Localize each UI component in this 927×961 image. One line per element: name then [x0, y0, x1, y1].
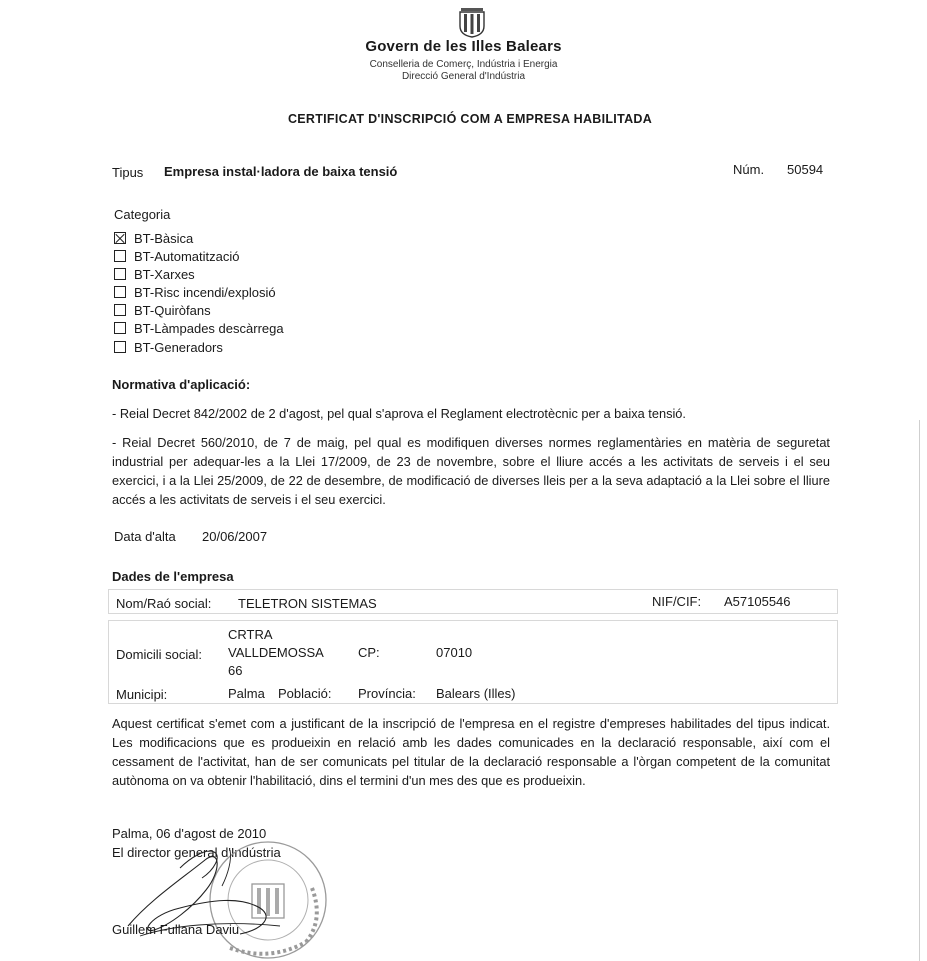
directorate-name: Direcció General d'Indústria: [401, 71, 526, 82]
categoria-item: [114, 230, 193, 246]
certificate-title: CERTIFICAT D'INSCRIPCIÓ COM A EMPRESA HABILITADA: [287, 112, 653, 126]
tipus-value: Empresa instal·ladora de baixa tensió: [164, 164, 398, 179]
categoria-item: [114, 339, 223, 355]
alta-label: Data d'alta: [114, 529, 176, 544]
categoria-item-label: BT-Bàsica: [134, 230, 194, 246]
checkbox-empty-icon: [114, 341, 126, 353]
government-name: Govern de les Illes Balears: [365, 38, 562, 55]
alta-value: 20/06/2007: [202, 529, 268, 544]
checkbox-empty-icon: [114, 304, 126, 316]
provincia-label: Província:: [358, 686, 416, 701]
checkbox-empty-icon: [114, 268, 126, 280]
categoria-item: [114, 266, 195, 282]
nom-value: TELETRON SISTEMAS: [238, 596, 377, 611]
normativa-item-2: - Reial Decret 560/2010, de 7 de maig, pel qual es modifiquen diverses normes reglamentàries en matèria de seguretat industrial per adequar-les a la Llei 17/2009, de 23 de novembre, sobre el lliure accés a les activitats de serveis i el seu exercici, i a la Llei 25/2009, de 22 de desembre, de modificació de diverses lleis per a la seva adaptació a la Llei sobre el lliure accés a les activitats de serveis i el seu exercici.: [112, 435, 830, 507]
domicili-line-2: VALLDEMOSSA: [228, 645, 324, 660]
nom-label: Nom/Raó social:: [116, 596, 212, 611]
domicili-line-3: 66: [228, 663, 243, 678]
official-stamp-and-signature: [110, 830, 350, 961]
place-date: Palma, 06 d'agost de 2010: [112, 826, 267, 841]
cp-label: CP:: [358, 645, 380, 660]
empresa-heading: Dades de l'empresa: [112, 569, 234, 584]
provincia-value: Balears (Illes): [436, 686, 516, 701]
checkbox-empty-icon: [114, 322, 126, 334]
categoria-item-label: BT-Xarxes: [134, 266, 195, 282]
categoria-label: Categoria: [114, 207, 171, 222]
categoria-item-label: BT-Làmpades descàrrega: [134, 320, 284, 336]
categoria-item-label: BT-Generadors: [134, 339, 223, 355]
domicili-line-1: CRTRA: [228, 627, 273, 642]
signatory-role: El director general d'Indústria: [112, 845, 281, 860]
nif-value: A57105546: [724, 594, 791, 609]
checkbox-empty-icon: [114, 286, 126, 298]
municipi-label: Municipi:: [116, 687, 168, 702]
coat-of-arms-icon: [455, 6, 489, 38]
categoria-item-label: BT-Quiròfans: [134, 302, 211, 318]
department-name: Conselleria de Comerç, Indústria i Energia: [369, 59, 558, 70]
categoria-item: [114, 248, 240, 264]
categoria-item: [114, 284, 276, 300]
checkbox-checked-icon: [114, 232, 126, 244]
checkbox-empty-icon: [114, 250, 126, 262]
tipus-label: Tipus: [112, 165, 144, 180]
normativa-item-1: - Reial Decret 842/2002 de 2 d'agost, pel qual s'aprova el Reglament electrotècnic per a baixa tensió.: [112, 406, 686, 421]
categoria-item: [114, 302, 211, 318]
municipi-value: Palma: [228, 686, 265, 701]
cp-value: 07010: [436, 645, 473, 660]
poblacio-label: Població:: [278, 686, 332, 701]
categoria-item-label: BT-Risc incendi/explosió: [134, 284, 276, 300]
nif-label: NIF/CIF:: [652, 594, 702, 609]
certificate-notice: Aquest certificat s'emet com a justificant de la inscripció de l'empresa en el registre d'empreses habilitades del tipus indicat. Les modificacions que es produeixin en relació amb les dades comunicades en la declaració responsable, així com el cessament de l'activitat, han de ser comunicats pel titular de la declaració responsable a l'òrgan competent de la comunitat autònoma on va obtenir l'habilitació, dins el termini d'un mes des que es produeixin.: [112, 716, 830, 788]
num-label: Núm.: [733, 162, 765, 177]
scan-edge-line: [919, 420, 920, 961]
signatory-name: Guillem Fullana Daviu: [112, 922, 240, 937]
num-value: 50594: [787, 162, 824, 177]
categoria-item: [114, 320, 284, 336]
categoria-item-label: BT-Automatització: [134, 248, 240, 264]
domicili-label: Domicili social:: [116, 647, 202, 662]
normativa-heading: Normativa d'aplicació:: [112, 377, 251, 392]
